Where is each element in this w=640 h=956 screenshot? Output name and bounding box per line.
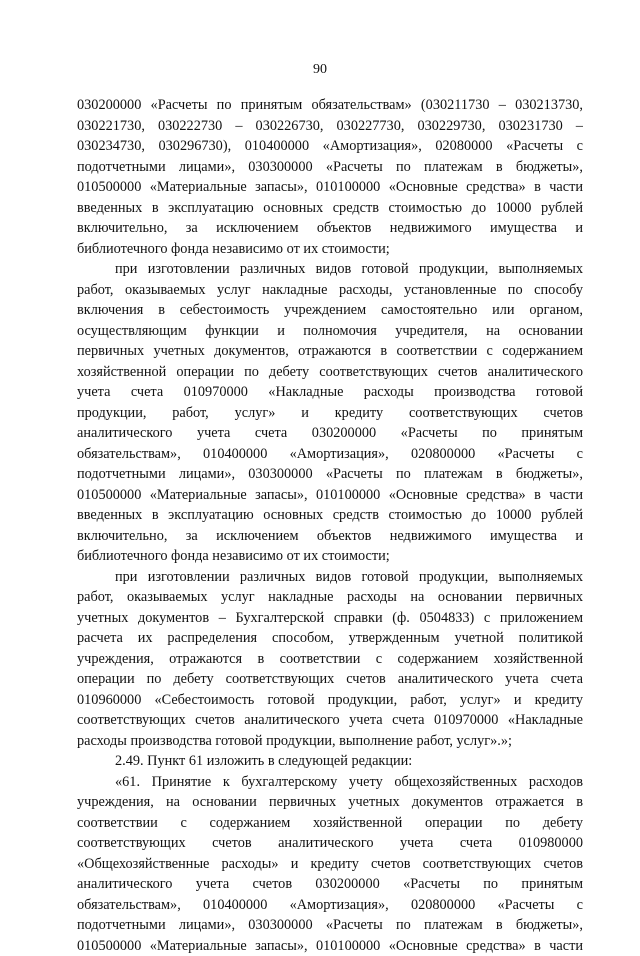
text-line: подотчетными лицами», 030300000 «Расчеты по платежам в бюджеты»,: [77, 464, 583, 485]
text-line: введенных в эксплуатацию основных средств стоимостью до 10000 рублей: [77, 198, 583, 219]
text-line: работ, оказываемых услуг накладные расходы на основании первичных: [77, 587, 583, 608]
text-line: хозяйственной операции по дебету соответствующих счетов аналитического: [77, 362, 583, 383]
text-line: аналитического учета счета 030200000 «Расчеты по принятым: [77, 423, 583, 444]
text-line: библиотечного фонда независимо от их стоимости;: [77, 546, 583, 567]
text-line: учреждения, отражаются в соответствии с содержанием хозяйственной: [77, 649, 583, 670]
text-line: подотчетными лицами», 030300000 «Расчеты по платежам в бюджеты»,: [77, 915, 583, 936]
text-line: обязательствам», 010400000 «Амортизация», 020800000 «Расчеты с: [77, 444, 583, 465]
text-line: 010500000 «Материальные запасы», 010100000 «Основные средства» в части: [77, 485, 583, 506]
paragraph-first-line: «61. Принятие к бухгалтерскому учету общехозяйственных расходов: [77, 772, 583, 793]
text-line: 030200000 «Расчеты по принятым обязательствам» (030211730 – 030213730,: [77, 95, 583, 116]
text-line: соответствии с содержанием хозяйственной операции по дебету: [77, 813, 583, 834]
document-body: [77, 95, 583, 956]
text-line: продукции, работ, услуг» и кредиту соответствующих счетов: [77, 403, 583, 424]
text-line: включительно, за исключением объектов недвижимого имущества и: [77, 218, 583, 239]
text-line: 030221730, 030222730 – 030226730, 030227730, 030229730, 030231730 –: [77, 116, 583, 137]
text-line: учетных документов – Бухгалтерской справки (ф. 0504833) с приложением: [77, 608, 583, 629]
text-line: обязательствам», 010400000 «Амортизация», 020800000 «Расчеты с: [77, 895, 583, 916]
text-line: «Общехозяйственные расходы» и кредиту счетов соответствующих счетов: [77, 854, 583, 875]
text-line: 010500000 «Материальные запасы», 010100000 «Основные средства» в части: [77, 936, 583, 956]
text-line: осуществляющим функции и полномочия учредителя, на основании: [77, 321, 583, 342]
text-line: первичных учетных документов, отражаются в соответствии с содержанием: [77, 341, 583, 362]
text-line: аналитического учета счетов 030200000 «Расчеты по принятым: [77, 874, 583, 895]
text-line: введенных в эксплуатацию основных средств стоимостью до 10000 рублей: [77, 505, 583, 526]
text-line: расчета их распределения способом, утвержденным учетной политикой: [77, 628, 583, 649]
page-number: 90: [0, 62, 640, 78]
paragraph-first-line: при изготовлении различных видов готовой продукции, выполняемых: [77, 259, 583, 280]
text-line: учреждения, на основании первичных учетных документов отражается в: [77, 792, 583, 813]
text-line: операции по дебету соответствующих счетов аналитического учета счета: [77, 669, 583, 690]
text-line: учета счета 010970000 «Накладные расходы производства готовой: [77, 382, 583, 403]
text-line: соответствующих счетов аналитического учета счета 010980000: [77, 833, 583, 854]
text-line: расходы производства готовой продукции, выполнение работ, услуг».»;: [77, 731, 583, 752]
text-line: 010500000 «Материальные запасы», 010100000 «Основные средства» в части: [77, 177, 583, 198]
text-line: включительно, за исключением объектов недвижимого имущества и: [77, 526, 583, 547]
text-line: 030234730, 030296730), 010400000 «Амортизация», 02080000 «Расчеты с: [77, 136, 583, 157]
text-line: библиотечного фонда независимо от их стоимости;: [77, 239, 583, 260]
text-line: подотчетными лицами», 030300000 «Расчеты по платежам в бюджеты»,: [77, 157, 583, 178]
text-line: включения в себестоимость учреждением самостоятельно или органом,: [77, 300, 583, 321]
text-line: работ, оказываемых услуг накладные расходы, установленные по способу: [77, 280, 583, 301]
paragraph-first-line: при изготовлении различных видов готовой продукции, выполняемых: [77, 567, 583, 588]
text-line: 010960000 «Себестоимость готовой продукции, работ, услуг» и кредиту: [77, 690, 583, 711]
paragraph-first-line: 2.49. Пункт 61 изложить в следующей редакции:: [77, 751, 583, 772]
text-line: соответствующих счетов аналитического учета счета 010970000 «Накладные: [77, 710, 583, 731]
